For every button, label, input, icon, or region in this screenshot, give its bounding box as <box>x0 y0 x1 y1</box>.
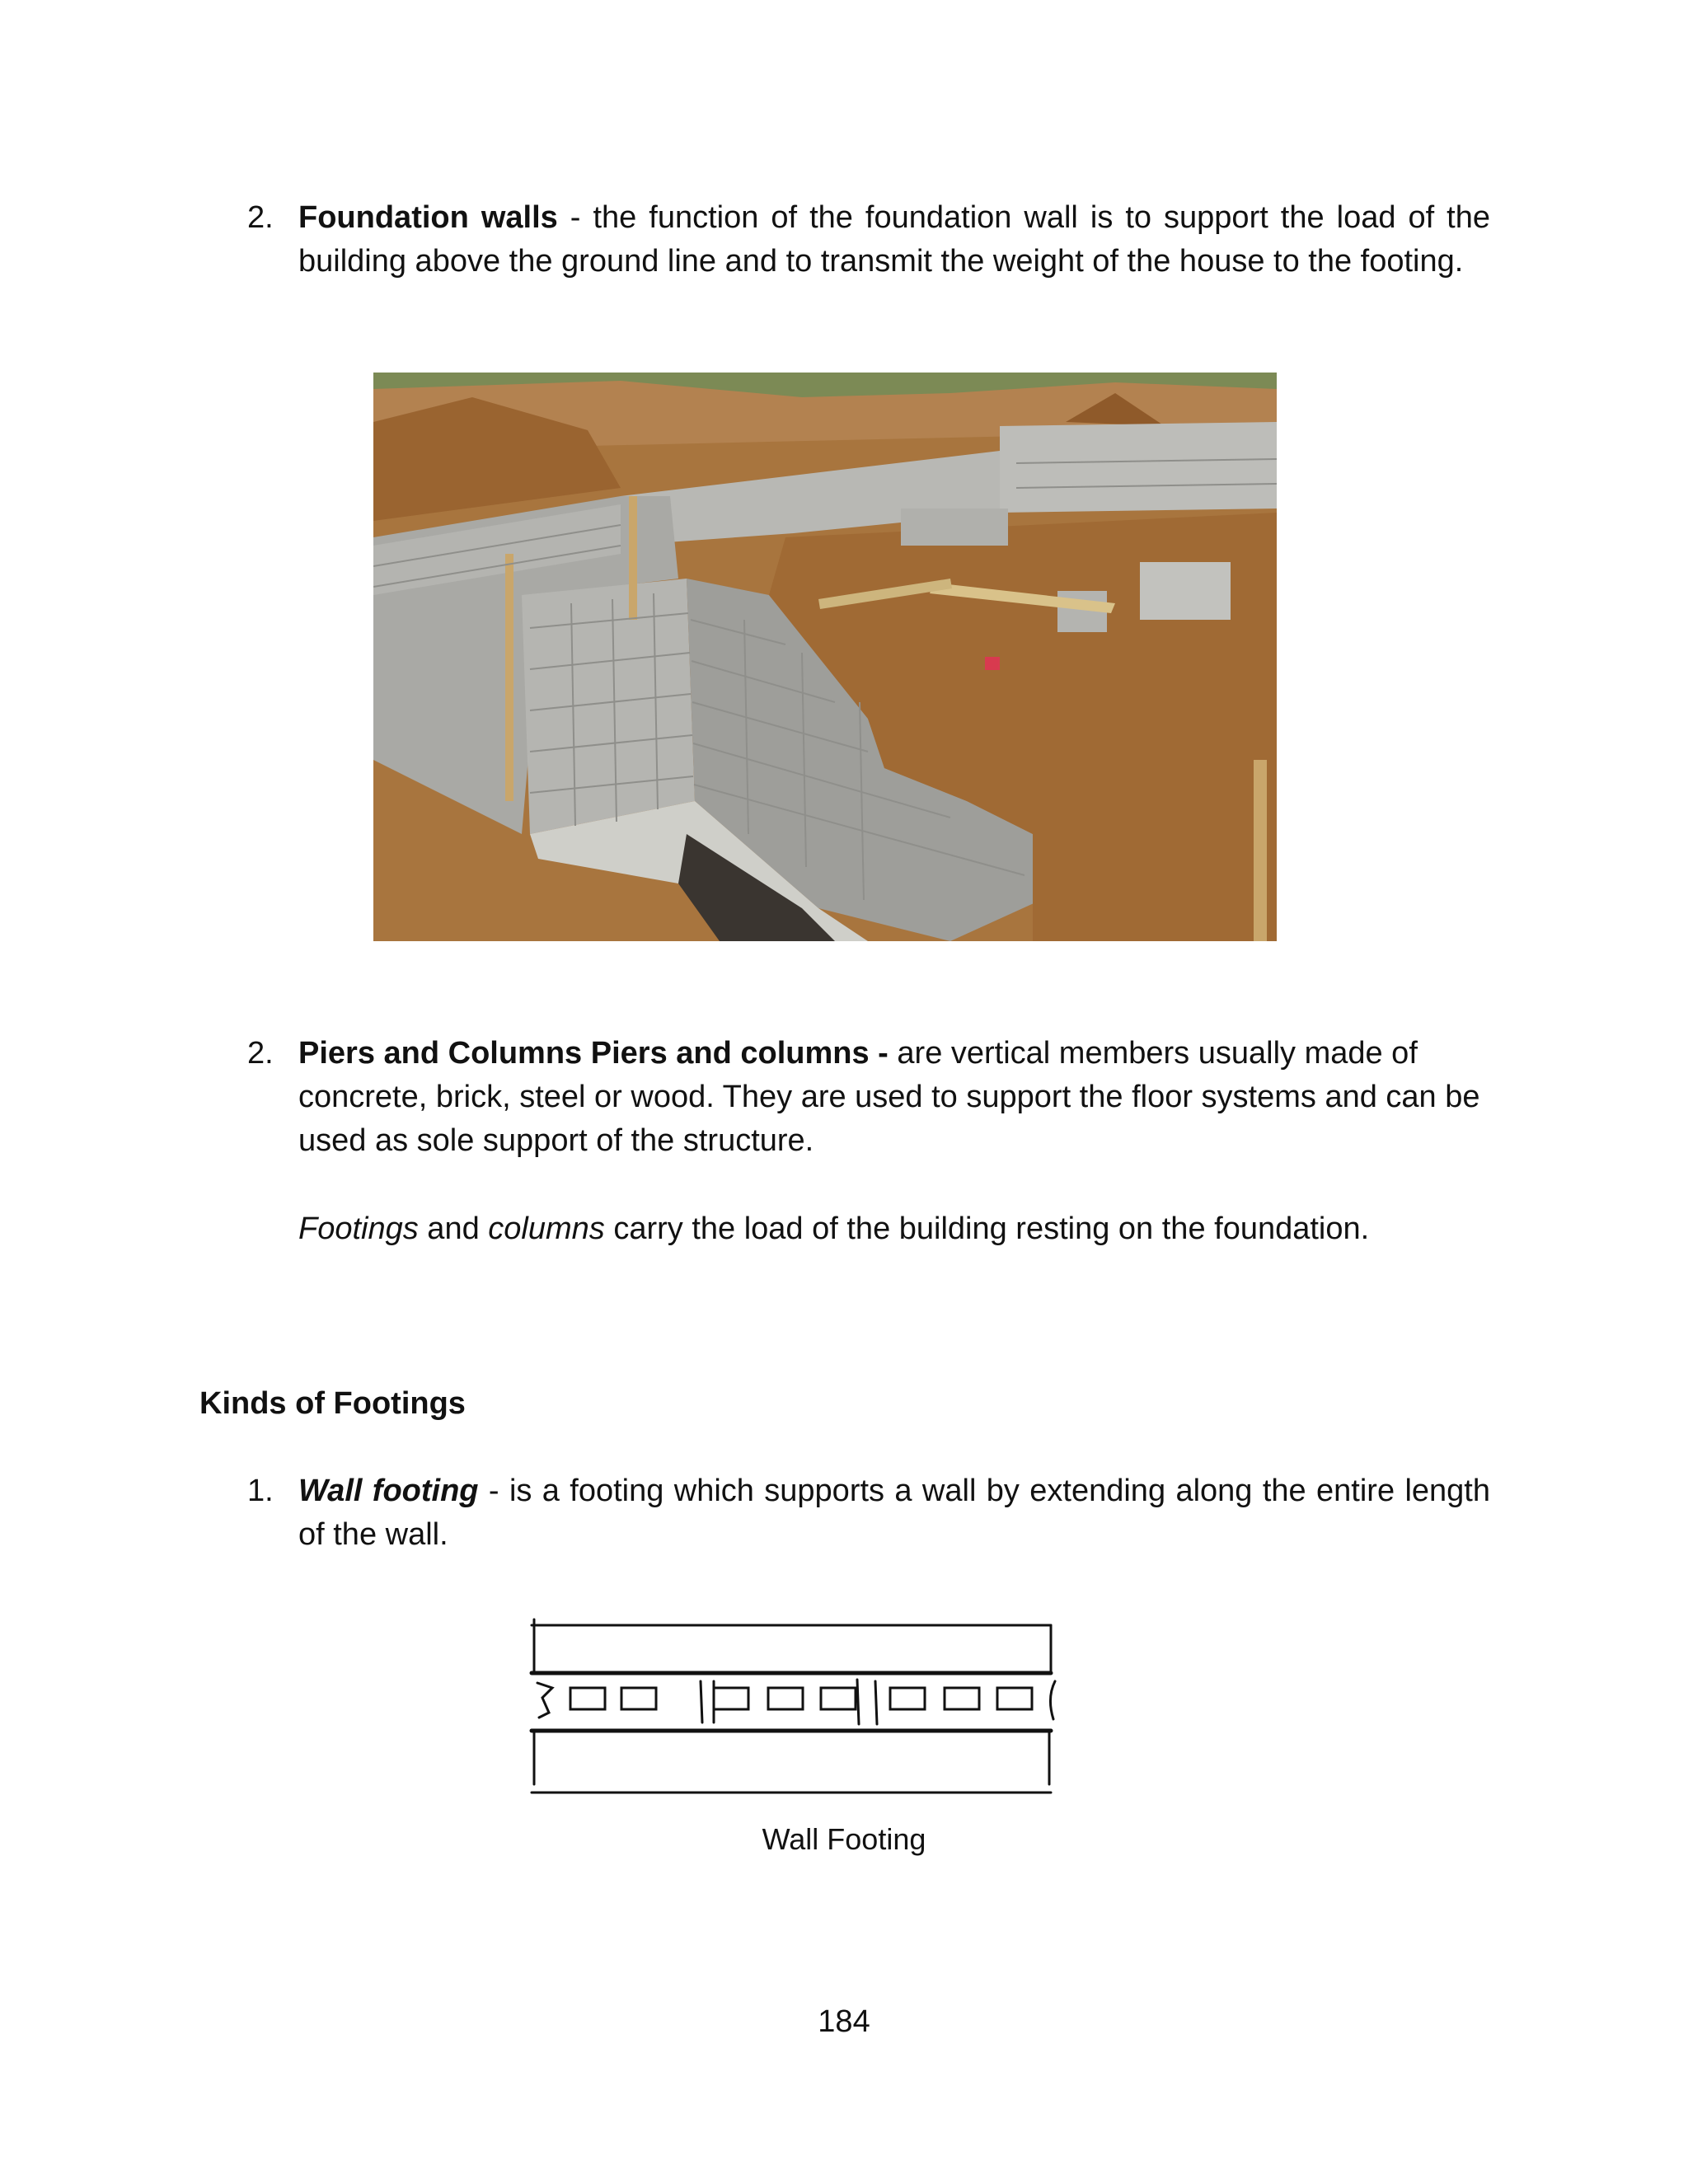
list-item-body <box>298 1032 1490 1163</box>
definition-foundation-walls: - the function of the foundation wall is to support the load of the building above the ground line and to transmit the weight of the house to the footing. <box>298 200 1490 279</box>
list-number: 2. <box>247 200 274 235</box>
section-heading: Kinds of Footings <box>199 1386 466 1421</box>
page-number: 184 <box>818 2004 870 2039</box>
list-item-body <box>298 1469 1490 1557</box>
diagram-caption: Wall Footing <box>762 1822 926 1856</box>
definition-piers-and-columns: are vertical members usually made of concrete, brick, steel or wood. They are used to support the floor systems and can be used as sole support of the structure. <box>298 1036 1480 1158</box>
foundation-wall-photo <box>373 373 1277 941</box>
term-wall-footing: Wall footing <box>298 1474 479 1508</box>
list-item-wall-footing <box>247 1469 1490 1557</box>
note-word-footings: Footings <box>298 1212 419 1246</box>
note-and: and <box>418 1212 489 1246</box>
term-piers-and-columns: Piers and Columns Piers and columns - <box>298 1036 889 1071</box>
footings-columns-note <box>298 1207 1369 1251</box>
list-item-piers-and-columns <box>247 1032 1490 1163</box>
list-item-foundation-walls <box>247 196 1490 284</box>
note-word-columns: columns <box>488 1212 605 1246</box>
note-rest: carry the load of the building resting on the foundation. <box>604 1212 1370 1246</box>
list-item-body <box>298 196 1490 284</box>
list-number: 1. <box>247 1474 274 1508</box>
term-foundation-walls: Foundation walls <box>298 200 558 235</box>
list-number: 2. <box>247 1036 274 1071</box>
wall-footing-diagram <box>519 1615 1063 1805</box>
definition-wall-footing: - is a footing which supports a wall by extending along the entire length of the wall. <box>298 1474 1490 1552</box>
